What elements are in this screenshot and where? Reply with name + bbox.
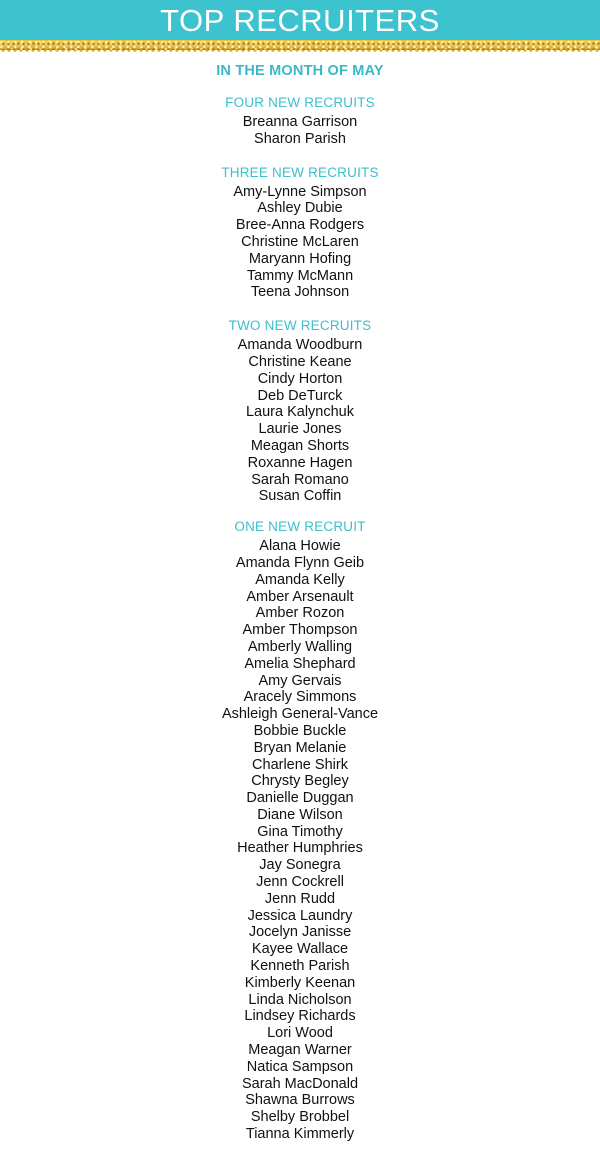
recruiter-name: Amy Gervais — [258, 672, 342, 689]
recruiter-name: Sharon Parish — [254, 130, 346, 147]
recruiter-name: Jenn Rudd — [264, 890, 336, 907]
recruiter-list — [0, 538, 600, 1143]
recruiter-name: Diane Wilson — [257, 806, 343, 823]
recruiter-name: Roxanne Hagen — [247, 454, 353, 471]
recruiter-name: Amber Rozon — [255, 605, 345, 622]
gold-glitter-border — [0, 40, 600, 50]
recruiter-name: Cindy Horton — [257, 370, 343, 387]
recruiter-name: Amber Arsenault — [246, 588, 354, 605]
recruiter-name: Laurie Jones — [258, 421, 342, 438]
recruiter-name: Kimberly Keenan — [244, 974, 356, 991]
recruiter-name: Heather Humphries — [237, 840, 363, 857]
section-heading: FOUR NEW RECRUITS — [225, 95, 375, 110]
recruiter-name: Jessica Laundry — [247, 907, 353, 924]
recruiter-name: Gina Timothy — [257, 823, 343, 840]
section-four-new-recruits — [0, 95, 600, 148]
recruiter-name: Bobbie Buckle — [253, 722, 347, 739]
recruiter-name: Maryann Hofing — [248, 250, 352, 267]
recruiter-name: Amanda Flynn Geib — [235, 554, 365, 571]
recruiter-name: Amberly Walling — [247, 638, 353, 655]
section-heading: TWO NEW RECRUITS — [228, 318, 372, 334]
recruiter-name: Charlene Shirk — [252, 756, 348, 773]
recruiter-name: Danielle Duggan — [246, 790, 354, 807]
recruiter-name: Deb DeTurck — [257, 387, 343, 404]
recruiter-name: Amber Thompson — [242, 622, 358, 639]
recruiter-name: Shelby Brobbel — [250, 1109, 350, 1126]
recruiter-list — [0, 114, 600, 148]
recruiter-name: Chrysty Begley — [251, 773, 349, 790]
recruiter-name: Linda Nicholson — [248, 991, 352, 1008]
section-heading: ONE NEW RECRUIT — [234, 519, 366, 535]
recruiter-name: Meagan Shorts — [250, 437, 350, 454]
page-title: TOP RECRUITERS — [160, 3, 440, 38]
recruiter-name: Ashley Dubie — [257, 200, 343, 217]
recruiter-list — [0, 337, 600, 505]
recruiter-name: Jocelyn Janisse — [248, 924, 352, 941]
recruiter-name: Kenneth Parish — [250, 958, 350, 975]
recruiter-name: Natica Sampson — [246, 1058, 354, 1075]
recruiter-name: Susan Coffin — [258, 488, 342, 505]
section-heading: THREE NEW RECRUITS — [221, 164, 379, 180]
recruiter-name: Bryan Melanie — [253, 739, 347, 756]
recruiter-name: Laura Kalynchuk — [245, 404, 354, 421]
recruiter-name: Jay Sonegra — [259, 857, 341, 874]
recruiter-name: Alana Howie — [259, 538, 341, 555]
recruiter-name: Tammy McMann — [246, 267, 354, 284]
section-one-new-recruit — [0, 519, 600, 1143]
header-banner — [0, 0, 600, 50]
recruiter-name: Sarah MacDonald — [241, 1075, 359, 1092]
recruiter-name: Bree-Anna Rodgers — [235, 217, 365, 234]
recruiter-name: Breanna Garrison — [242, 114, 358, 130]
recruiter-name: Amanda Kelly — [255, 571, 345, 588]
recruiter-name: Lori Wood — [267, 1025, 333, 1042]
recruiter-name: Ashleigh General-Vance — [221, 706, 379, 723]
recruiter-name: Lindsey Richards — [244, 1008, 356, 1025]
recruiter-name: Christine McLaren — [241, 233, 359, 250]
recruiter-name: Christine Keane — [248, 353, 352, 370]
recruiter-name: Kayee Wallace — [251, 941, 349, 958]
month-subtitle: IN THE MONTH OF MAY — [216, 63, 384, 79]
recruiter-name: Tianna Kimmerly — [245, 1126, 355, 1143]
recruiter-name: Amy-Lynne Simpson — [233, 183, 367, 200]
recruiter-name: Amanda Woodburn — [237, 337, 363, 354]
recruiter-name: Jenn Cockrell — [256, 874, 344, 891]
recruiter-name: Shawna Burrows — [245, 1092, 355, 1109]
section-two-new-recruits — [0, 318, 600, 505]
recruiter-name: Meagan Warner — [248, 1042, 352, 1059]
recruiter-name: Amelia Shephard — [244, 655, 356, 672]
recruiter-list — [0, 184, 600, 302]
section-three-new-recruits — [0, 165, 600, 302]
recruiter-name: Aracely Simmons — [243, 689, 357, 706]
recruiter-name: Sarah Romano — [251, 471, 349, 488]
recruiter-name: Teena Johnson — [250, 284, 350, 301]
